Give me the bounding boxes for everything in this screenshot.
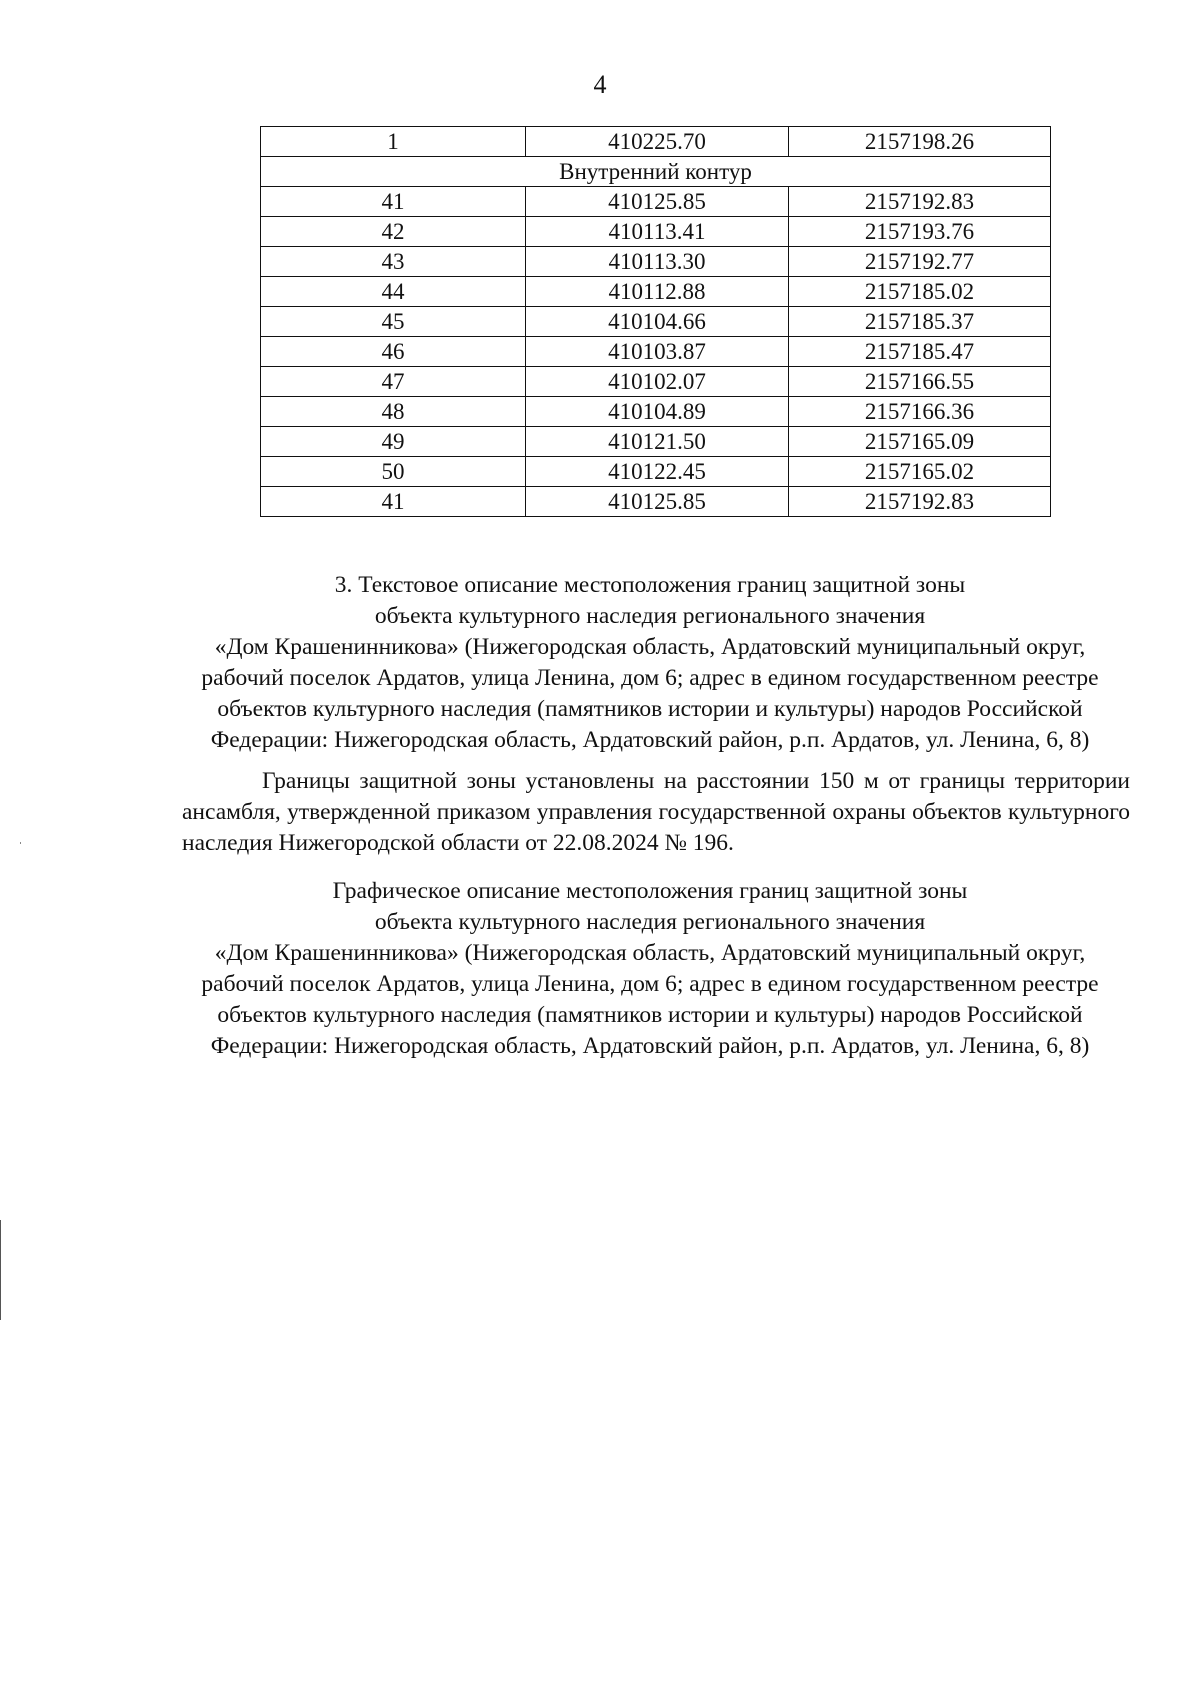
section-3-heading <box>170 570 1130 756</box>
x-coordinate-cell: 410104.66 <box>526 307 789 337</box>
x-coordinate-cell: 410125.85 <box>526 487 789 517</box>
protective-zone-paragraph: Границы защитной зоны установлены на расстоянии 150 м от границы территории ансамбля, утвержденной приказом управления государственной охраны объектов культурного наследия Нижегородской области от 22.08.2024 № 196. <box>182 768 1130 856</box>
x-coordinate-cell: 410225.70 <box>526 127 789 157</box>
x-coordinate-cell: 410113.30 <box>526 247 789 277</box>
point-number-cell: 42 <box>261 217 526 247</box>
graphic-description-heading <box>170 876 1130 1062</box>
table-row <box>261 187 1051 217</box>
page-number: 4 <box>593 70 607 99</box>
point-number-cell: 46 <box>261 337 526 367</box>
table-row <box>261 337 1051 367</box>
y-coordinate-cell: 2157185.37 <box>789 307 1051 337</box>
heading-line: Федерации: Нижегородская область, Ардатовский район, р.п. Ардатов, ул. Ленина, 6, 8) <box>210 1033 1090 1059</box>
table-row <box>261 427 1051 457</box>
point-number-cell: 41 <box>261 487 526 517</box>
heading-line: объектов культурного наследия (памятников истории и культуры) народов Российской <box>217 1002 1083 1028</box>
table-row <box>261 307 1051 337</box>
coordinates-table <box>260 126 1051 517</box>
y-coordinate-cell: 2157192.83 <box>789 487 1051 517</box>
heading-line: рабочий поселок Ардатов, улица Ленина, дом 6; адрес в едином государственном реестре <box>201 971 1099 997</box>
point-number-cell: 48 <box>261 397 526 427</box>
table-row <box>261 127 1051 157</box>
y-coordinate-cell: 2157185.02 <box>789 277 1051 307</box>
scan-speck <box>20 842 21 844</box>
point-number-cell: 41 <box>261 187 526 217</box>
x-coordinate-cell: 410113.41 <box>526 217 789 247</box>
x-coordinate-cell: 410112.88 <box>526 277 789 307</box>
point-number-cell: 1 <box>261 127 526 157</box>
y-coordinate-cell: 2157165.09 <box>789 427 1051 457</box>
x-coordinate-cell: 410121.50 <box>526 427 789 457</box>
table-row <box>261 367 1051 397</box>
heading-line: объекта культурного наследия регионального значения <box>374 909 926 935</box>
heading-line: объекта культурного наследия регионального значения <box>374 603 926 629</box>
heading-line: Графическое описание местоположения границ защитной зоны <box>332 878 968 904</box>
table-row <box>261 217 1051 247</box>
point-number-cell: 47 <box>261 367 526 397</box>
table-row <box>261 397 1051 427</box>
heading-line: 3. Текстовое описание местоположения границ защитной зоны <box>334 572 966 598</box>
x-coordinate-cell: 410102.07 <box>526 367 789 397</box>
scan-margin-line <box>0 1220 1 1320</box>
table-section-row <box>261 157 1051 187</box>
y-coordinate-cell: 2157192.77 <box>789 247 1051 277</box>
y-coordinate-cell: 2157185.47 <box>789 337 1051 367</box>
heading-line: Федерации: Нижегородская область, Ардатовский район, р.п. Ардатов, ул. Ленина, 6, 8) <box>210 727 1090 753</box>
x-coordinate-cell: 410103.87 <box>526 337 789 367</box>
section-label: Внутренний контур <box>261 157 1051 187</box>
point-number-cell: 49 <box>261 427 526 457</box>
y-coordinate-cell: 2157192.83 <box>789 187 1051 217</box>
heading-line: рабочий поселок Ардатов, улица Ленина, дом 6; адрес в едином государственном реестре <box>201 665 1099 691</box>
point-number-cell: 44 <box>261 277 526 307</box>
table-row <box>261 277 1051 307</box>
x-coordinate-cell: 410104.89 <box>526 397 789 427</box>
x-coordinate-cell: 410125.85 <box>526 187 789 217</box>
point-number-cell: 43 <box>261 247 526 277</box>
table-row <box>261 247 1051 277</box>
point-number-cell: 50 <box>261 457 526 487</box>
heading-line: объектов культурного наследия (памятников истории и культуры) народов Российской <box>217 696 1083 722</box>
x-coordinate-cell: 410122.45 <box>526 457 789 487</box>
table-row <box>261 457 1051 487</box>
heading-line: «Дом Крашенинникова» (Нижегородская область, Ардатовский муниципальный округ, <box>214 940 1086 966</box>
point-number-cell: 45 <box>261 307 526 337</box>
heading-line: «Дом Крашенинникова» (Нижегородская область, Ардатовский муниципальный округ, <box>214 634 1086 660</box>
y-coordinate-cell: 2157193.76 <box>789 217 1051 247</box>
y-coordinate-cell: 2157198.26 <box>789 127 1051 157</box>
y-coordinate-cell: 2157165.02 <box>789 457 1051 487</box>
table-row <box>261 487 1051 517</box>
y-coordinate-cell: 2157166.36 <box>789 397 1051 427</box>
y-coordinate-cell: 2157166.55 <box>789 367 1051 397</box>
